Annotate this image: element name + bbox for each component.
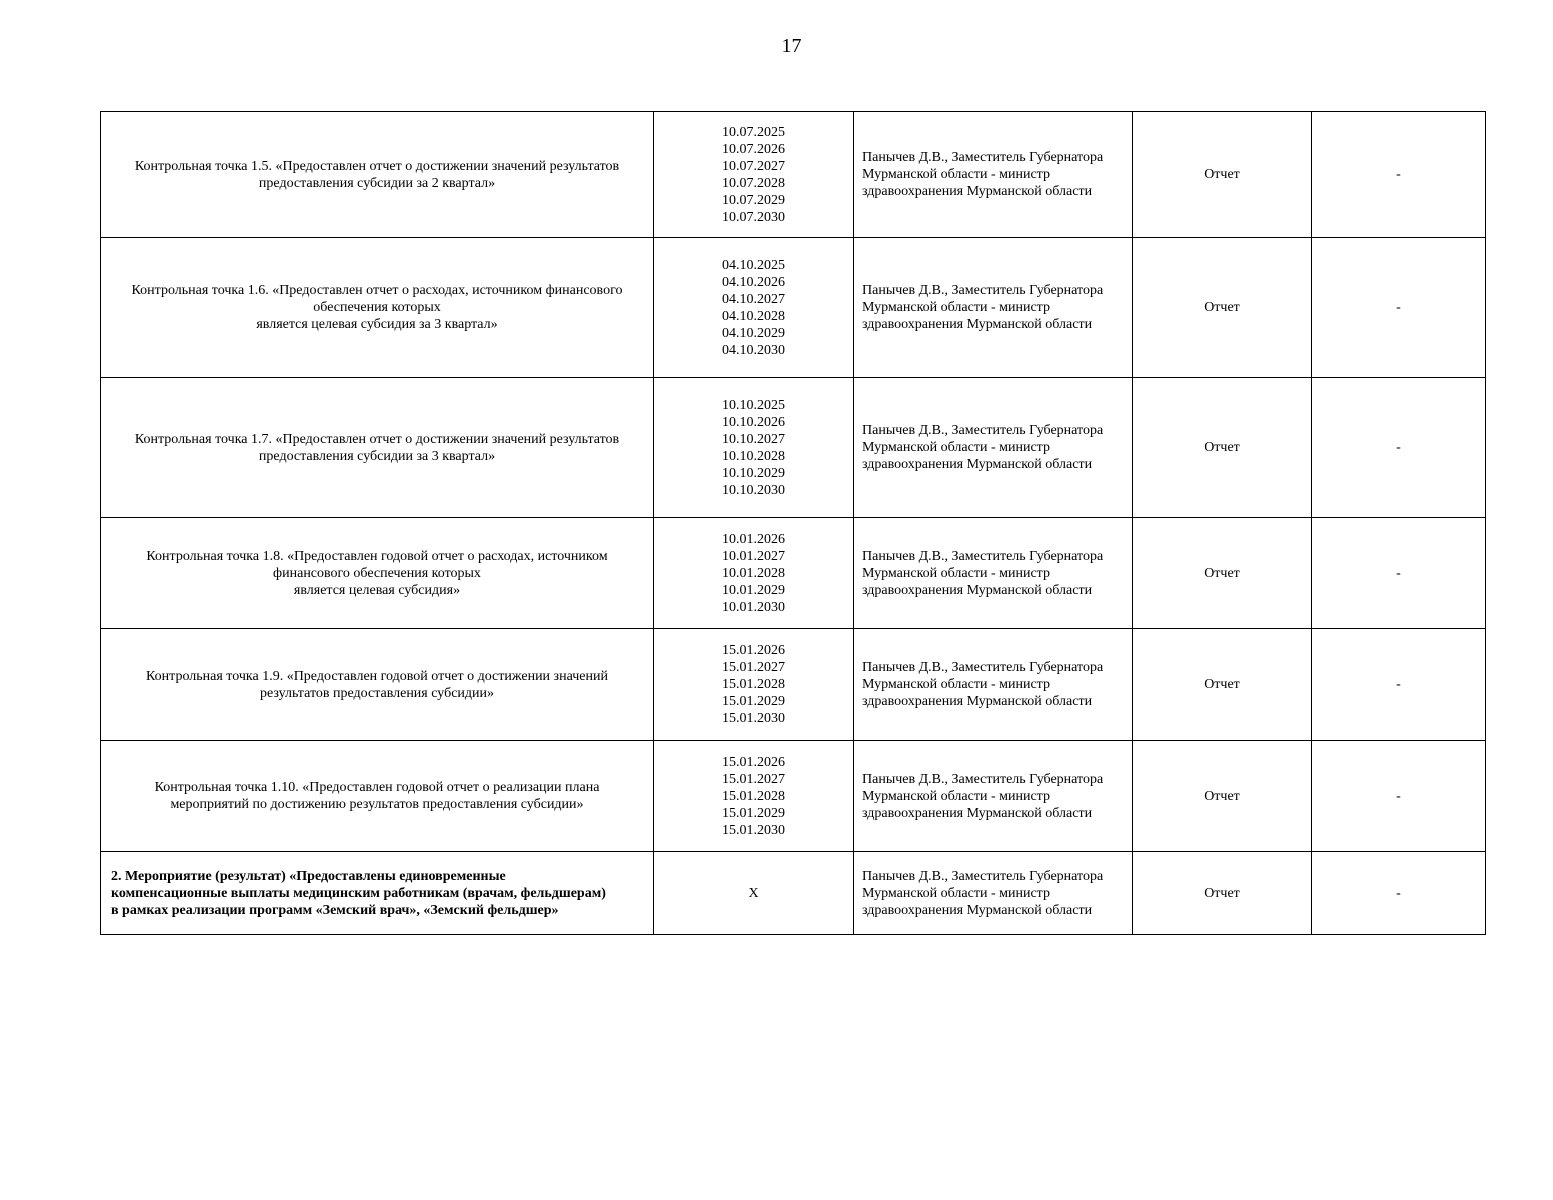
note: - xyxy=(1312,741,1486,852)
deadline-date: 10.07.2028 xyxy=(722,175,785,191)
responsible-line: Мурманской области - министр xyxy=(862,677,1050,692)
note: - xyxy=(1312,518,1486,629)
description-line: является целевая субсидия» xyxy=(293,582,461,598)
document-type: Отчет xyxy=(1133,378,1312,518)
description-line: финансового обеспечения которых xyxy=(273,565,481,581)
description-line: предоставления субсидии за 2 квартал» xyxy=(258,175,496,191)
deadline-date: 10.01.2030 xyxy=(722,599,785,615)
table-row xyxy=(101,741,1486,852)
description-line: является целевая субсидия за 3 квартал» xyxy=(256,317,498,332)
table-row xyxy=(101,378,1486,518)
deadline-dates xyxy=(654,629,854,741)
deadline-date: 04.10.2027 xyxy=(722,291,785,307)
description-line: Контрольная точка 1.5. «Предоставлен отчет о достижении значений результатов xyxy=(134,158,620,174)
responsible-person xyxy=(854,112,1133,238)
deadline-date: 10.01.2028 xyxy=(722,565,785,581)
deadline-date: 10.10.2026 xyxy=(722,414,785,430)
responsible-line: Панычев Д.В., Заместитель Губернатора xyxy=(862,283,1104,298)
deadline-date: 10.07.2025 xyxy=(722,124,785,140)
responsible-line: Мурманской области - министр xyxy=(862,788,1050,804)
responsible-line: здравоохранения Мурманской области xyxy=(862,582,1093,598)
table-row xyxy=(101,518,1486,629)
deadline-date: 10.07.2030 xyxy=(722,209,785,225)
note: - xyxy=(1312,238,1486,378)
description-line: Контрольная точка 1.9. «Предоставлен годовой отчет о достижении значений xyxy=(146,668,608,684)
description-line: Контрольная точка 1.6. «Предоставлен отчет о расходах, источником финансового xyxy=(131,283,623,298)
note: - xyxy=(1312,112,1486,238)
responsible-line: Панычев Д.В., Заместитель Губернатора xyxy=(862,423,1104,438)
description-line: 2. Мероприятие (результат) «Предоставлены единовременные xyxy=(111,868,506,884)
description-line: в рамках реализации программ «Земский врач», «Земский фельдшер» xyxy=(111,902,559,918)
deadline-date: 15.01.2030 xyxy=(722,822,785,838)
deadline-date: 04.10.2025 xyxy=(722,257,785,273)
deadline-date: 10.10.2025 xyxy=(722,397,785,413)
deadline-date: 10.07.2026 xyxy=(722,141,785,157)
deadline-date: 10.10.2028 xyxy=(722,448,785,464)
deadline-date: 15.01.2028 xyxy=(722,677,785,692)
responsible-person xyxy=(854,518,1133,629)
description-line: результатов предоставления субсидии» xyxy=(259,685,495,701)
table-row xyxy=(101,112,1486,238)
deadline-date: 10.01.2027 xyxy=(722,548,785,564)
responsible-person xyxy=(854,378,1133,518)
deadline-date: 15.01.2028 xyxy=(722,788,785,804)
responsible-line: Панычев Д.В., Заместитель Губернатора xyxy=(862,548,1104,564)
deadline-date: X xyxy=(748,885,759,901)
control-point-description xyxy=(101,741,654,852)
responsible-line: Панычев Д.В., Заместитель Губернатора xyxy=(862,660,1104,675)
description-line: Контрольная точка 1.7. «Предоставлен отчет о достижении значений результатов xyxy=(134,431,620,447)
deadline-date: 04.10.2026 xyxy=(722,274,785,290)
deadline-date: 15.01.2029 xyxy=(722,805,785,821)
deadline-date: 15.01.2027 xyxy=(722,771,785,787)
document-type: Отчет xyxy=(1133,741,1312,852)
note: - xyxy=(1312,378,1486,518)
deadline-dates xyxy=(654,852,854,935)
responsible-line: Мурманской области - министр xyxy=(862,440,1050,455)
description-line: предоставления субсидии за 3 квартал» xyxy=(258,448,496,464)
deadline-date: 15.01.2027 xyxy=(722,660,785,675)
description-line: мероприятий по достижению результатов предоставления субсидии» xyxy=(170,797,584,812)
deadline-date: 10.01.2029 xyxy=(722,582,785,598)
document-type: Отчет xyxy=(1133,629,1312,741)
responsible-person xyxy=(854,741,1133,852)
deadline-date: 04.10.2030 xyxy=(722,342,785,358)
deadline-date: 10.07.2029 xyxy=(722,192,785,208)
table-row xyxy=(101,852,1486,935)
responsible-line: здравоохранения Мурманской области xyxy=(862,457,1093,472)
responsible-line: Панычев Д.В., Заместитель Губернатора xyxy=(862,150,1104,165)
deadline-dates xyxy=(654,741,854,852)
deadline-dates xyxy=(654,112,854,238)
control-point-description xyxy=(101,378,654,518)
table-row xyxy=(101,629,1486,741)
deadline-date: 10.10.2027 xyxy=(722,431,785,447)
responsible-person xyxy=(854,852,1133,935)
deadline-date: 10.10.2029 xyxy=(722,465,785,481)
document-type: Отчет xyxy=(1133,852,1312,935)
deadline-date: 15.01.2030 xyxy=(722,711,785,726)
responsible-line: здравоохранения Мурманской области xyxy=(862,902,1093,918)
responsible-line: здравоохранения Мурманской области xyxy=(862,694,1093,709)
note: - xyxy=(1312,852,1486,935)
deadline-date: 10.10.2030 xyxy=(722,482,785,498)
deadline-date: 15.01.2026 xyxy=(722,754,785,770)
responsible-line: Мурманской области - министр xyxy=(862,167,1050,182)
control-point-description xyxy=(101,238,654,378)
control-points-table xyxy=(100,111,1486,935)
deadline-date: 04.10.2028 xyxy=(722,308,785,324)
control-point-description xyxy=(101,852,654,935)
description-line: Контрольная точка 1.10. «Предоставлен годовой отчет о реализации плана xyxy=(154,780,600,795)
deadline-date: 04.10.2029 xyxy=(722,325,785,341)
deadline-date: 15.01.2026 xyxy=(722,643,785,658)
document-type: Отчет xyxy=(1133,112,1312,238)
deadline-date: 15.01.2029 xyxy=(722,694,785,709)
responsible-person xyxy=(854,629,1133,741)
document-type: Отчет xyxy=(1133,518,1312,629)
responsible-line: Мурманской области - министр xyxy=(862,885,1050,901)
responsible-person xyxy=(854,238,1133,378)
responsible-line: Панычев Д.В., Заместитель Губернатора xyxy=(862,868,1104,884)
deadline-date: 10.07.2027 xyxy=(722,158,785,174)
description-line: компенсационные выплаты медицинским работникам (врачам, фельдшерам) xyxy=(111,885,606,901)
note: - xyxy=(1312,629,1486,741)
control-point-description xyxy=(101,112,654,238)
description-line: обеспечения которых xyxy=(313,300,441,315)
document-type: Отчет xyxy=(1133,238,1312,378)
control-point-description xyxy=(101,518,654,629)
responsible-line: Панычев Д.В., Заместитель Губернатора xyxy=(862,771,1104,787)
page-number: 17 xyxy=(781,35,802,57)
deadline-date: 10.01.2026 xyxy=(722,531,785,547)
deadline-dates xyxy=(654,378,854,518)
deadline-dates xyxy=(654,518,854,629)
description-line: Контрольная точка 1.8. «Предоставлен годовой отчет о расходах, источником xyxy=(146,548,608,564)
deadline-dates xyxy=(654,238,854,378)
responsible-line: Мурманской области - министр xyxy=(862,565,1050,581)
control-point-description xyxy=(101,629,654,741)
table-row xyxy=(101,238,1486,378)
responsible-line: здравоохранения Мурманской области xyxy=(862,184,1093,199)
responsible-line: здравоохранения Мурманской области xyxy=(862,317,1093,332)
responsible-line: Мурманской области - министр xyxy=(862,300,1050,315)
responsible-line: здравоохранения Мурманской области xyxy=(862,805,1093,821)
